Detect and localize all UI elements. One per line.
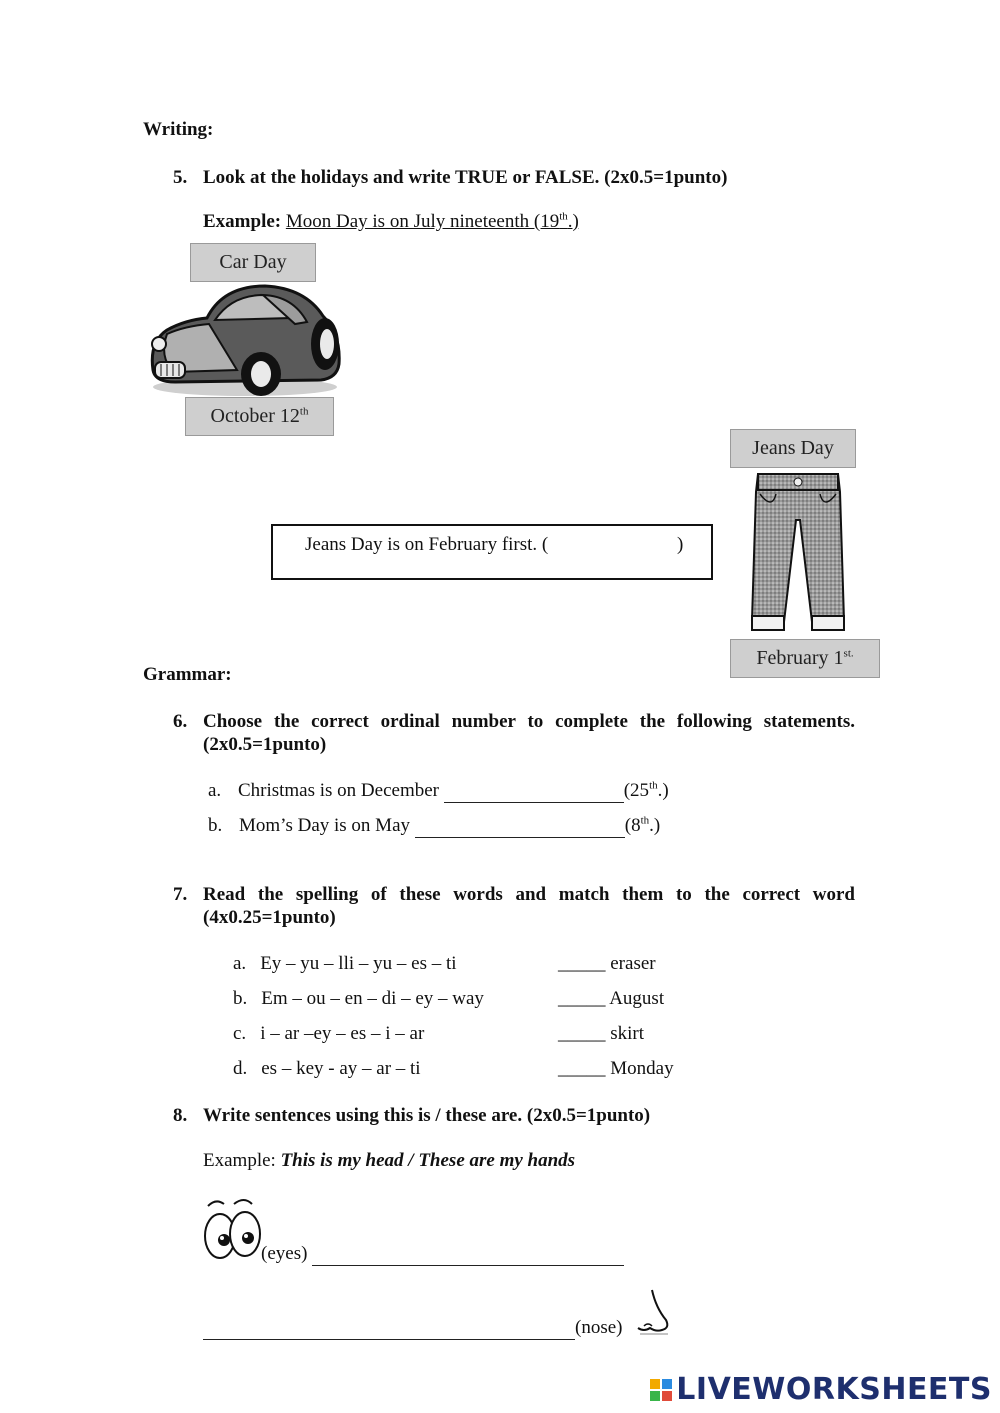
grammar-heading: Grammar: <box>143 664 232 685</box>
q6-item-b: b. Mom’s Day is on May (8th.) <box>208 814 661 836</box>
q7-match-d[interactable]: _____ Monday <box>558 1058 674 1079</box>
jeans-day-label: Jeans Day <box>730 429 856 468</box>
q7-item-b: b. Em – ou – en – di – ey – way <box>233 988 484 1009</box>
q8-example-label: Example: <box>203 1150 276 1171</box>
q8-nose-line <box>203 1317 622 1340</box>
q8-number: 8. <box>173 1105 188 1126</box>
q5-example-text: Moon Day is on July nineteenth (19th.) <box>285 210 579 232</box>
q8-eyes-line <box>261 1243 624 1266</box>
q5-example <box>203 211 579 233</box>
q7-match-b[interactable]: _____ August <box>558 988 665 1009</box>
q8-nose-label: (nose) <box>575 1317 623 1338</box>
q5-example-label: Example: <box>203 211 282 232</box>
car-image <box>145 282 343 400</box>
jeans-image <box>748 470 848 635</box>
q7-number: 7. <box>173 884 188 905</box>
q6-a-answer-field[interactable] <box>444 780 624 803</box>
q7-match-a[interactable]: _____ eraser <box>558 953 656 974</box>
q7-item-a: a. Ey – yu – lli – yu – es – ti <box>233 953 457 974</box>
nose-icon <box>632 1288 672 1336</box>
liveworksheets-watermark: LIVEWORKSHEETS <box>650 1372 992 1407</box>
q6-instruction-line2: (2x0.5=1punto) <box>203 734 327 755</box>
q6-item-a: a. Christmas is on December (25th.) <box>208 779 669 801</box>
eyes-icon <box>202 1196 262 1262</box>
q6-b-answer-field[interactable] <box>415 815 625 838</box>
q5-instruction: Look at the holidays and write TRUE or FALSE. (2x0.5=1punto) <box>203 167 728 188</box>
q7-item-d: d. es – key - ay – ar – ti <box>233 1058 421 1079</box>
car-day-label: Car Day <box>190 243 316 282</box>
q5-statement-text: Jeans Day is on February first. ( <box>305 534 549 555</box>
q6-number: 6. <box>173 711 188 732</box>
q5-number: 5. <box>173 167 188 188</box>
q8-eyes-label: (eyes) <box>261 1243 308 1264</box>
q5-statement-box <box>271 524 713 580</box>
q8-example-text: This is my head / These are my hands <box>280 1150 576 1171</box>
q7-instruction-line1: Read the spelling of these words and match them to the correct word <box>203 884 855 905</box>
liveworksheets-logo-icon <box>650 1374 672 1396</box>
q5-answer-field[interactable] <box>565 532 675 558</box>
q8-example <box>203 1150 575 1172</box>
q7-item-c: c. i – ar –ey – es – i – ar <box>233 1023 425 1044</box>
jeans-day-date: February $1^{st.}$ <box>730 639 880 678</box>
writing-heading: Writing: <box>143 119 214 140</box>
q8-eyes-answer-field[interactable] <box>312 1243 624 1266</box>
car-day-date: October 12th <box>185 397 334 436</box>
q8-instruction: Write sentences using this is / these are. (2x0.5=1punto) <box>203 1105 651 1126</box>
q7-match-c[interactable]: _____ skirt <box>558 1023 645 1044</box>
q8-nose-answer-field[interactable] <box>203 1317 575 1340</box>
q5-statement-end: ) <box>677 534 684 555</box>
q6-instruction-line1: Choose the correct ordinal number to complete the following statements. <box>203 711 855 732</box>
q7-instruction-line2: (4x0.25=1punto) <box>203 907 336 928</box>
